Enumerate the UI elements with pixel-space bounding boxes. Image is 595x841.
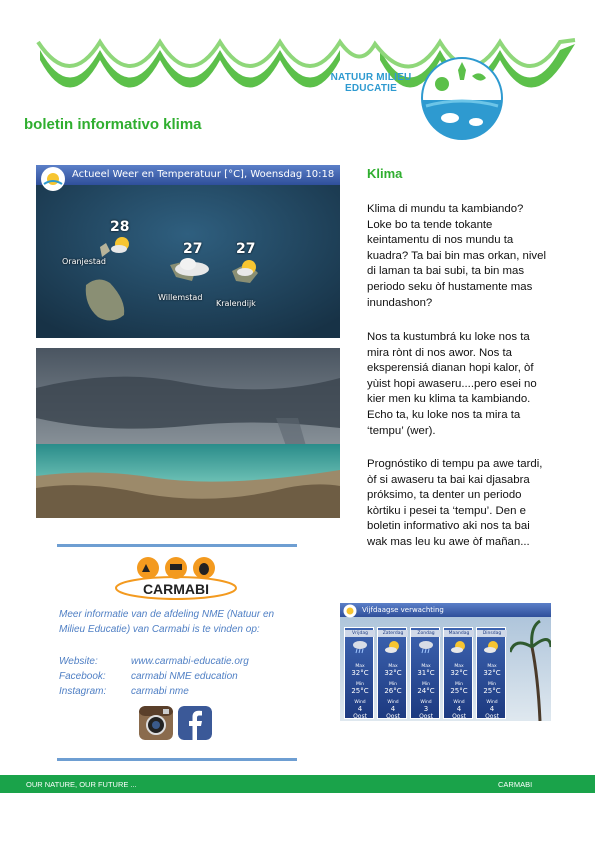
forecast-max-value: 31°C — [417, 669, 435, 677]
forecast-wind-dir: Oost — [485, 713, 499, 720]
brand-line-2: EDUCATIE — [345, 83, 397, 94]
forecast-wind-value: 3 — [423, 705, 429, 713]
forecast-min-label: Min — [422, 682, 430, 687]
temp-oranjestad: 28 — [110, 219, 130, 235]
forecast-max-label: Max — [454, 664, 464, 669]
info-label: Instagram: — [59, 686, 107, 697]
article-paragraph-3: Prognóstiko di tempu pa awe tardi, òf si awaseru ta bai kai djasabra próksimo, ta denter un periodo kòrtiku i pesei ta ‘tempu’. Den e boletin informativo aki nos ta bai wak mas leu ku awe òf mañan... — [367, 458, 543, 548]
forecast-wind-dir: Oost — [386, 713, 400, 720]
forecast-day-card — [344, 627, 374, 719]
forecast-wind-label: Wind — [354, 700, 366, 705]
weather-map-image — [36, 165, 340, 338]
document-title: boletin informativo klima — [24, 116, 202, 133]
forecast-wind-value: 4 — [390, 705, 396, 713]
forecast-wind-dir: Oost — [353, 713, 367, 720]
forecast-day-card — [443, 627, 473, 719]
footer-slogan: OUR NATURE, OUR FUTURE ... — [26, 780, 137, 789]
forecast-max-value: 32°C — [384, 669, 402, 677]
forecast-day-card — [410, 627, 440, 719]
sun-cloud-icon — [451, 640, 467, 654]
forecast-min-value: 26°C — [384, 687, 402, 695]
forecast-wind-label: Wind — [486, 700, 498, 705]
footer-org: CARMABI — [498, 780, 533, 789]
forecast-max — [411, 664, 441, 677]
forecast-wind-value: 4 — [456, 705, 462, 713]
article-paragraph-1: Klima di mundu ta kambiando? Loke bo ta tende tokante keintamentu di nos mundu ta kuadra? Ta bai bin mas orkan, nivel di laman ta bai subi, ta bin mas periodo seku òf hustamente mas inundashon? — [367, 203, 546, 309]
weather-service-logo-icon — [40, 166, 66, 192]
forecast-max-value: 32°C — [351, 669, 369, 677]
temp-kralendijk: 27 — [236, 241, 256, 257]
sun-cloud-icon — [236, 257, 260, 277]
forecast-title: Vijfdaagse verwachting — [362, 606, 444, 614]
forecast-wind-label: Wind — [453, 700, 465, 705]
forecast-day-card — [476, 627, 506, 719]
instagram-link[interactable]: carmabi nme — [131, 686, 189, 697]
forecast-min-value: 25°C — [351, 687, 369, 695]
sun-cloud-icon — [110, 235, 132, 253]
info-intro: Meer informatie van de afdeling NME (Natuur en Milieu Educatie) van Carmabi is te vinden op: — [59, 609, 275, 635]
forecast-max — [345, 664, 375, 677]
city-oranjestad: Oranjestad — [62, 257, 106, 266]
forecast-min — [477, 682, 507, 695]
forecast-wind-value: 4 — [489, 705, 495, 713]
info-label: Facebook: — [59, 671, 106, 682]
forecast-max — [477, 664, 507, 677]
facebook-link[interactable]: carmabi NME education — [131, 671, 238, 682]
forecast-max-label: Max — [487, 664, 497, 669]
map-title: Actueel Weer en Temperatuur [°C], Woensdag 10:18 — [72, 169, 335, 180]
forecast-min — [411, 682, 441, 695]
forecast-max-label: Max — [421, 664, 431, 669]
city-willemstad: Willemstad — [158, 293, 203, 302]
brand-name — [318, 72, 424, 94]
info-label: Website: — [59, 656, 98, 667]
carmabi-logo-icon — [112, 556, 240, 604]
forecast-min — [345, 682, 375, 695]
article-heading: Klima — [367, 166, 403, 181]
website-link[interactable]: www.carmabi-educatie.org — [131, 656, 249, 667]
forecast-max-value: 32°C — [483, 669, 501, 677]
forecast-min-label: Min — [455, 682, 463, 687]
forecast-day-name: Dinsdag — [477, 630, 507, 637]
forecast-image — [340, 603, 551, 721]
storm-beach-photo — [36, 348, 340, 518]
forecast-day-name: Maandag — [444, 630, 474, 637]
forecast-wind — [345, 699, 375, 720]
forecast-title-bar — [340, 603, 551, 617]
weather-service-logo-icon — [343, 604, 357, 618]
forecast-min-value: 24°C — [417, 687, 435, 695]
forecast-max-label: Max — [388, 664, 398, 669]
forecast-max — [378, 664, 408, 677]
rain-icon — [352, 640, 368, 654]
sun-cloud-icon — [385, 640, 401, 654]
forecast-min-value: 25°C — [450, 687, 468, 695]
forecast-wind — [444, 699, 474, 720]
forecast-max-value: 32°C — [450, 669, 468, 677]
carmabi-logo-text: CARMABI — [142, 581, 210, 597]
sun-cloud-icon — [484, 640, 500, 654]
forecast-wind-dir: Oost — [419, 713, 433, 720]
forecast-day-card — [377, 627, 407, 719]
temp-willemstad: 27 — [183, 241, 203, 257]
brand-line-1: NATUUR MILIEU — [330, 72, 412, 83]
footer-bar — [0, 775, 595, 793]
forecast-min — [378, 682, 408, 695]
rain-icon — [418, 640, 434, 654]
forecast-day-name: Zaterdag — [378, 630, 408, 637]
forecast-min-label: Min — [356, 682, 364, 687]
forecast-wind-label: Wind — [420, 700, 432, 705]
forecast-min-label: Min — [488, 682, 496, 687]
forecast-day-name: Vrijdag — [345, 630, 375, 637]
info-divider-top — [57, 544, 297, 547]
forecast-min — [444, 682, 474, 695]
forecast-wind-dir: Oost — [452, 713, 466, 720]
forecast-wind-value: 4 — [357, 705, 363, 713]
forecast-max — [444, 664, 474, 677]
forecast-day-name: Zondag — [411, 630, 441, 637]
article-paragraph-2: Nos ta kustumbrá ku loke nos ta mira rònt di nos awor. Nos ta eksperensiá dianan hopi kalor, òf yùist hopi awaseru....pero esei no kier men ku klima ta kambiando. Echo ta, ku loke nos ta mira ta ‘tempu’ (wer). — [367, 331, 537, 437]
forecast-wind — [477, 699, 507, 720]
forecast-min-label: Min — [389, 682, 397, 687]
cloud-icon — [173, 257, 211, 277]
header-arches-decoration — [0, 30, 595, 110]
city-kralendijk: Kralendijk — [216, 299, 256, 308]
palm-tree-decoration — [510, 617, 551, 721]
forecast-min-value: 25°C — [483, 687, 501, 695]
forecast-max-label: Max — [355, 664, 365, 669]
facebook-icon[interactable] — [178, 706, 212, 740]
forecast-wind-label: Wind — [387, 700, 399, 705]
info-divider-bottom — [57, 758, 297, 761]
instagram-icon[interactable] — [139, 706, 173, 740]
forecast-wind — [411, 699, 441, 720]
forecast-wind — [378, 699, 408, 720]
nature-education-logo-icon — [420, 56, 504, 140]
map-title-bar — [36, 165, 340, 185]
